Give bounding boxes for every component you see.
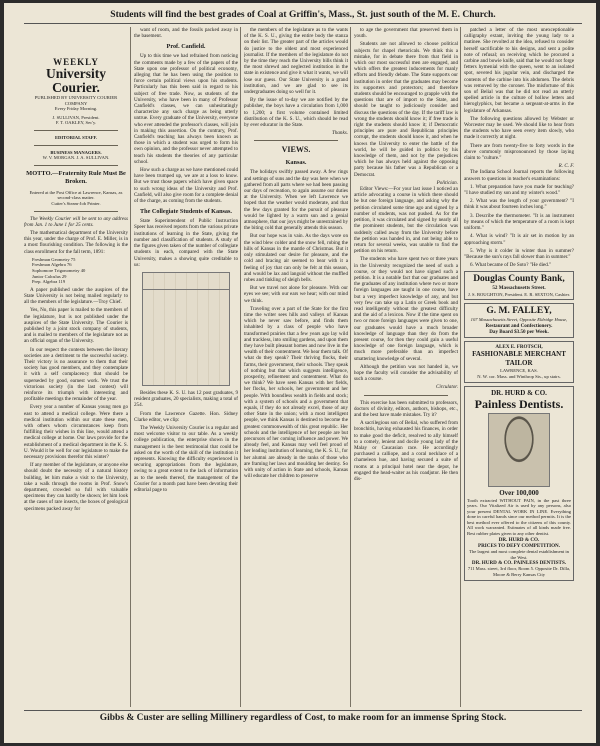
dentist-portrait [488,413,550,487]
paragraph: By the issue of to-day we are notified by the publisher, the boys have a circulation from 1,000 to 1,200; a first volume contained limited distribution of the K. S. U., which should be read by ever educator in the State. [244,97,348,129]
enrollment-row: Sophomore Trigonometry 40 [32,267,86,273]
divider [254,140,338,141]
enrollment-row: Junior Calculus 29 [32,273,67,279]
paragraph: State Superintendent of Public Instruction Speer has received reports from the various private institutions of learning in the State, giving the number and classification of students. A study of the figures given taken of the number of collegiate students in each, compared with the State University, makes a showing quite creditable to us: [134,218,238,268]
business-managers: W. V. MORGAN. J. A. SULLIVAN. [42,155,110,161]
tailor-name: ALEX E. FROTSCH, [495,344,543,351]
column-4 [354,27,458,707]
paragraph: The following questions allowed by Webster or Worcester may be used. We should like to hear from the students who have seen every item slowly, who made it correctly at night. [464,115,574,141]
enrollment-table [142,272,230,386]
paragraph: want of room, and the fossils packed away in the basement. [134,27,238,40]
column-1 [24,27,128,707]
paragraph: Every year a number of Kansas young men go east to attend a medical college. Were there a medical institution within our state these men, with others whom circumstances keep from fulfilling their wishes in this line, would attend a medical college at home. Our laws provide for the establishment of a medical department in the K. S. U. Would it be well for our legislature to make the necessary provisions therefor this winter? [24,404,128,460]
column-rule [350,27,351,707]
signature: R. C. F. [558,163,574,170]
article-heading: Kansas. [285,159,307,167]
printer-notice: Cutter's Steam-Job Printer. [51,200,101,206]
divider [34,165,118,166]
bank-officers: J. S. BOUGHTON, President. E. R. SEXTON, Cashier. [467,291,571,297]
paragraph: Besides these K. S. U. has 12 post graduates, 9 resident graduates, 20 specialists, making a total of 254. [134,389,238,409]
enrollment-row: Freshman Algebra 76 [32,262,72,268]
tailor-title: FASHIONABLE MERCHANT TAILOR [472,350,566,368]
restaurant-line: Restaurant and Confectionery. [485,322,553,329]
masthead-motto: MOTTO.—Fraternity Rule Must Be Broken. [26,169,126,185]
masthead-weekly: WEEKLY [53,57,99,67]
bank-name: Douglas County Bank, [473,274,565,285]
post-office-notice: Entered at the Post Office at Lawrence, Kansas, as second-class matter. [29,189,123,201]
paragraph: How such a charge as we have mentioned could have been trumped up, we are at a loss to know. But we trust those papers which have given space to such wrong ideas of the University and Prof. Canfield, will also give room for a complete denial of the charge, as coming from the students. [134,167,238,205]
tailor-address: N. W. cor. Mass. and Winthrop Sts., up stairs. [477,373,561,379]
column-2 [134,27,238,707]
paragraph: There are from twenty-five to forty words in the above commonly mispronounced by those laying claim to "culture." [464,142,574,162]
paragraph: The Weekly University Courier is a regular and most welcome visitor to our table. As a weekly college publication, the enterprise shown in the management is the best testimonial that could be asked on the worth of the skill of the institution it represents. Knowing the difficulty experienced in securing appropriations from the legislature, owing to a great extent to the lack of information as to the needs thereof, the management of the Courier for a month past have been devoting their editorial page to [134,424,238,493]
restaurant-owner: G. M. FALLEY, [486,306,552,317]
dentist-over: Over 100,000 [499,488,539,497]
editorial-staff-heading: EDITORIAL STAFF. [54,134,98,140]
paragraph: Students are not allowed to choose political subjects for chapel rhetoricals. We think this a mistake, for in debate there from that field in which our most successful men are engaged, and which offers the greatest inducements for manly efforts and friendly debate. The State supports our institution in order that the graduates may become its supporters and protectors; and therefore students should be encouraged to grapple with the questions that are of import to the State, and should be taught to judiciously consider and discuss the questions of the day. If the tariff law is wrong the students should know it; if free trade is right the students should know it; if Democratic principles are pure and Republican principles corrupt, the students should know it, and when he knows the University to enter the battle of the world, he will be guided in politics by his knowledge of them, and not by the prejudices which he has always held against the opposing party because his father was a Republican or a Democrat. [354,41,458,178]
divider [364,395,448,396]
masthead-published-by: PUBLISHED BY UNIVERSITY COURIER COMPANY [34,95,118,106]
paragraph: Traveling over a part of the State for the first time the writer sees hills and valleys of Kansas which he never saw before, and finds them inhabited by a class of people who have transformed prairies that a few years ago lay wild and trackless, into smiling gardens, and upon them they have built pleasant homes and now live in the wealth of their contentment. We hear them talk. Of what do they speak? Their thriving flocks, their farms, their government, their schools. They speak of nothing but that which suggests intelligence, prosperity, refinement and contentment. What do we think? We have seen Kansas with her fields, her flocks, her schools, her government and her people. With boundless wealth in fields and stock; with a system of schools and a government that equals, if they do not already excel, those of any other State in the union; with a most intelligent people, we think Kansas is destined to become the greatest commonwealth of this great republic. Her schools and the intelligence of her people are but precursors of her coming influence and power. We already feel, and Kansas may well feel proud of her leading institution of learning, the K. S. U., for her alumni are already in the ranks of those who are framing her laws and moulding her destiny. So with unity of action in State and schools, Kansas will educate her children to preserve [244,305,348,480]
dentist-footer-2: DR. HURD & CO. PAINLESS DENTISTS. [471,560,567,567]
paragraph: The students who have spent two or three years in the University recognized the need of such a course, or they would not have signed such a petition. It is a notable fact that our graduates and the graduates of any institution where two or more foreign languages are taught in one course, have but a very imperfect knowledge of any, and but very few can take up a Latin or Greek book and read intelligently without the greatest difficulty and the aid of a lexicon. Now if the time spent on two or more foreign languages were given to one, our graduates would have a much broader knowledge of language than they do from the present course, for then they could gain a useful knowledge of one foreign language, which is much more preferable than an imperfect smattering knowledge of several. [354,256,458,362]
paragraph: 3. Describe the thermometer. "It is an instrument by means of which the temperature of a room is kept uniform." [464,212,574,232]
article-heading: Prof. Canfield. [166,43,206,51]
paragraph: The mathematical department of the University this year, under the charge of Prof. E. Miller, is in a most flourishing condition. The following is the class enrollment for the fall term, 1891: [24,229,128,255]
paragraph: 5. Why is it colder in winter than in summer? "Because the sun's rays fall slower than in summer." [464,247,574,260]
top-banner: Students will find the best grades of Coal at Griffin's, Mass., St. just south of the M. E. Church. [24,7,582,24]
paragraph: to age the government that preserved them in youth. [354,27,458,40]
restaurant-ad [464,303,574,338]
dentist-prices: PRICES TO DEFY COMPETITION. [478,542,560,549]
paragraph: The Weekly Courier will be sent to any address from Jan. 1 to June 1 for 25 cents. [24,215,128,228]
tailor-city: LAWRENCE, KAS. [500,368,538,374]
dentist-footer-3: 711 Mass. street, 3rd floor, Room 5. Opposite Dr. Dilla, Moore & Berry Kansas City [467,566,571,578]
bank-address: 52 Massachusetts Street. [492,285,546,292]
paragraph: Although the petition was not handed in, we hope the faculty will consider the advisability of such a course. [354,363,458,383]
paragraph: Up to this time we had refrained from noticing the comments made by a few of the papers of the State upon one professor of political economy, alleging that he has been using the position to force certain political views upon his students. Particularly has this been said in regard to his subject of free trade. Now, as students of the University, who have been in many of Professor Canfield's classes, we can unhesitatingly characterize any such charge as being utterly untrue. Every graduate of the University, everyone who ever attended the professor's classes, will join in making this assertion. On the contrary, Prof. Canfield's teaching has always been known as those in which a student was urged to form his own opinion, and the professor never attempted to teach his students the theories of any particular school. [134,53,238,165]
paragraph: The holidays swiftly passed away. A few rings and settings of suns and the day was here when we gathered from all parts where we had been passing our days of recreation, to again assume our duties at the University. When we left Lawrence we hoped that the weather would moderate, and that the few days granted for the pursuit of pleasure would be lighted by a warm sun and a genial atmosphere, that our joys might be unrestrained by the biting cold that generally attends this season. [244,169,348,232]
section-heading: VIEWS. [281,145,311,155]
paragraph: A paper published under the auspices of the State University is not being mailed regularly to all the members of the legislature.—Troy Chief. [24,286,128,306]
column-5 [464,27,574,707]
dentist-name: DR. HURD & CO. [491,388,547,397]
dentist-sub: DR. HURD & CO. [498,536,540,543]
masthead-title: University Courier. [46,66,106,95]
dentist-title: Painless Dentists. [474,396,564,411]
signature: Circulator. [435,384,458,391]
masthead-publisher-1: J. SULLIVAN, President. [52,114,100,120]
column-rule [460,27,461,707]
masthead-schedule: Every Friday Morning. [54,106,98,112]
column-rule [130,27,131,707]
column-rule [240,27,241,707]
paragraph: 2. What was the length of your government? "I think it was about fourteen inches long." [464,198,574,211]
divider [34,130,118,131]
restaurant-address: 107 Massachusetts Street, Opposite Eldridge House, [470,317,568,323]
business-managers-heading: BUSINESS MANAGERS. [50,149,102,155]
masthead-publisher-2: F. T. OAKLEY, Sec'y. [55,120,97,126]
paragraph: 1. What preparation have you made for teaching? "I have studied my son and my winter's wood." [464,183,574,197]
enrollment-row: Prep. Algebra 119 [32,279,66,285]
paragraph: 6. What became of De Soto? "He died." [470,262,552,269]
bottom-banner: Gibbs & Custer are selling Millinery regardless of Cost, to make room for an immense Spring Stock. [24,710,582,725]
divider [34,211,118,212]
paragraph: From the Lawrence Gazette. Hon. Sidney Clarke editor, we clip: [134,410,238,423]
paragraph: But we travel not alone for pleasure. With our eyes we see; with our ears we hear; with our mind we think. [244,285,348,304]
newspaper-page [4,3,596,743]
paragraph: A sacrilegious son of Belial, who suffered from bronchitis, having exhausted his finances, in order to make good the deficit, resolved to ally himself to a comely, lenient and docile young lady of the Malay or Caucasian race. He accordingly purchased a calliope, and a coral necklace of a chameleon hue, and having secured a suite of rooms at a principal hotel near the depot, he engaged the head-waiter as his coadjutor. He then dis- [354,420,458,483]
dentist-ad [464,386,574,581]
dentist-footer: The largest and most complete dental establishment in the West. [469,549,569,560]
bank-ad [464,271,574,300]
column-3 [244,27,348,707]
paragraph: This exercise has been submitted to professors, doctors of divinity, editors, authors, bishops, etc., and the best have made mistakes. Try it? [354,399,458,418]
paragraph: the members of the legislature as to the wants of the K. S. U., giving the entire body the stanza on their list. The greater part of the articles would do justice to the oldest and most experienced journalist. If the members of the legislature do not by the time they reach the University bills think it the most shrewd and neglected institution in the state in existence and give it what it wants, we will lose our guess. Our State University is a grand institution, and we are glad to see its undergraduates doing so well for it. [244,27,348,96]
divider [34,145,118,146]
paragraph: patched a letter of the most unexceptionable calligraphy extant, inviting the young lady to a matinee. She revolted at the idea, refused to consider herself sacrificable to his designs, and sent a polite note of refusal; on receiving which he procured a carbine and bowie knife, said that he would not forge fetters hymenial with the queen, went to an isolated spot, severed his jugular vein, and discharged the contents of the carbine into his abdomen. The debris was removed by the coroner. The misfortune of this son of Belial was that he did not read an utterly spelled article in the culture of hollow letters and hieroglyphics, but became a sergeant-at-arms in the legislature of Arkansas. [464,27,574,114]
dentist-text: Tooth extracted WITHOUT PAIN, in the past three years. Our Vitalized Air is used by any persons, also your present DENTAL WORK IN LINE. Everything done in careful hands since our method permits. It is the best method ever offered to the citizens of this county. All work warranted. Estimates of all kinds made free. Best rubber plates given to any other dentist. [467,497,571,537]
paragraph: In our respect the contests between the literary societies are a detriment to the successful society. Their victory is no assurance to them that their society has good members, and they contemplate it with a self complacency that should be superseded by good, earnest work. We trust the victorious society (in the last contest) will reinforce its triumph with interesting and profitable meetings the remainder of the year. [24,346,128,403]
restaurant-price: Day Board $3.50 per Week. [489,328,549,335]
article-heading: The Collegiate Students of Kansas. [140,208,232,216]
paragraph: The Indiana School Journal reports the following answers to questions in teacher's examinations: [464,169,574,182]
paragraph: If any member of the legislature, or anyone else should doubt the necessity of a natural history building, let him make a visit to the University, take a walk through the rooms in Prof. Snow's department, crowded so full with valuable specimens they can hardly be shown; let him look at the cases of rare insects, the boxes of geological specimens packed away for [24,462,128,512]
paragraph: Yes, No, this paper is mailed to the members of the legislature, but is not published under the auspices of the State University. The Courier is published by a joint stock company of students, and is mailed to members of the legislature not as an official organ of the University. [24,307,128,345]
enrollment-row: Freshman Geometry 75 [32,256,76,262]
paragraph: Editor Views:—For your last issue I noticed an article advocating a course in which there should be but one foreign language, and asking why the petition circulated some time ago and signed by a number of students, was not pushed. As for the petition, it was circulated and signed by nearly all the prominent students, but the circulation was suddenly called away from the University before the petition was handed in, and not being able to return for several weeks, was unable to find the petition on his return. [354,186,458,255]
tailor-ad [464,341,574,382]
paragraph: But our hope was in vain. As the days wore on the wind blew colder and the snow fell, robing the hills of Kansas in the mantle of Christmas. But it only stimulated our desire for pleasure, and the cold and bracing air seemed to bear with it a feeling of joy that can only be felt at this season, and would be lax and languid without the muffled robes and tinkling of sleigh bells. [244,233,348,283]
paragraph: 4. What is wind? "It is air set in motion by an approaching storm." [464,233,574,246]
signature: Politician. [436,179,458,186]
signature: Thanks. [332,130,348,137]
